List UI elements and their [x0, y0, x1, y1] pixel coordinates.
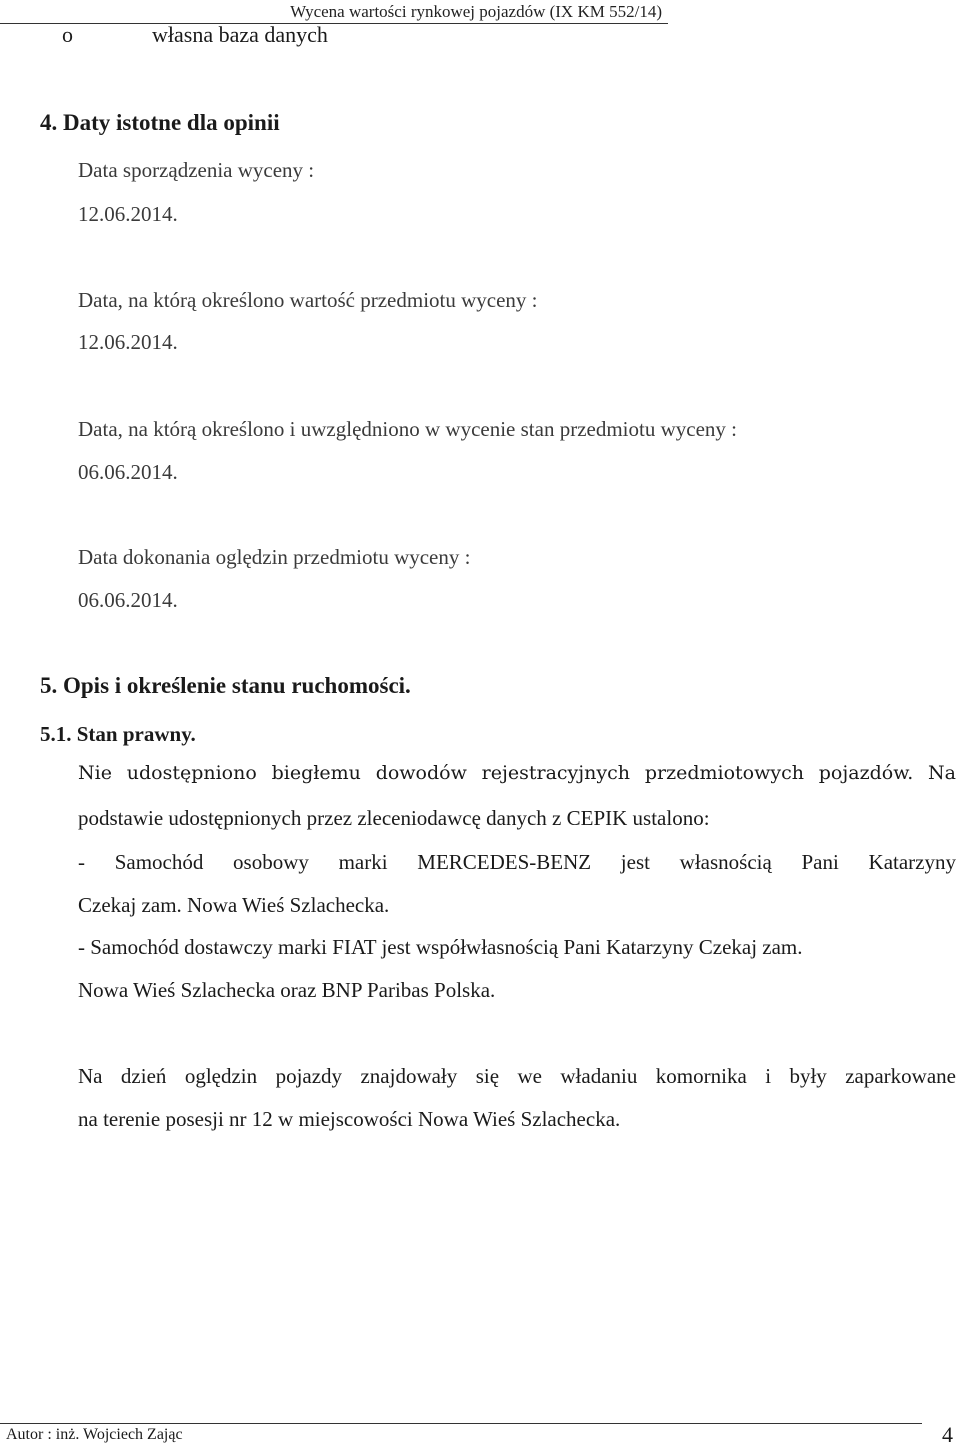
paragraph-line: - Samochód osobowy marki MERCEDES-BENZ jest własnością Pani Katarzyny: [78, 850, 956, 874]
date-value: 06.06.2014.: [78, 588, 178, 612]
section-4-heading: 4. Daty istotne dla opinii: [40, 110, 280, 135]
paragraph-line: - Samochód dostawczy marki FIAT jest współwłasnością Pani Katarzyny Czekaj zam.: [78, 935, 803, 959]
paragraph-line: Czekaj zam. Nowa Wieś Szlachecka.: [78, 893, 390, 917]
footer-author: Autor : inż. Wojciech Zając: [6, 1426, 183, 1443]
section-5-1-heading: 5.1. Stan prawny.: [40, 722, 196, 746]
date-value: 12.06.2014.: [78, 202, 178, 226]
date-value: 06.06.2014.: [78, 460, 178, 484]
header-divider: [0, 23, 668, 24]
date-value: 12.06.2014.: [78, 330, 178, 354]
date-label: Data, na którą określono wartość przedmiotu wyceny :: [78, 288, 538, 312]
paragraph-line: na terenie posesji nr 12 w miejscowości Nowa Wieś Szlachecka.: [78, 1107, 621, 1131]
section-5-heading: 5. Opis i określenie stanu ruchomości.: [40, 673, 411, 698]
bullet-text: własna baza danych: [152, 22, 328, 47]
running-header-title: Wycena wartości rynkowej pojazdów (IX KM 552/14): [290, 2, 662, 21]
footer-divider: [0, 1423, 922, 1424]
paragraph-line: Na dzień oględzin pojazdy znajdowały się we władaniu komornika i były zaparkowane: [78, 1064, 956, 1088]
page-number: 4: [942, 1422, 953, 1447]
date-label: Data dokonania oględzin przedmiotu wyceny :: [78, 545, 471, 569]
date-label: Data, na którą określono i uwzględniono w wycenie stan przedmiotu wyceny :: [78, 417, 737, 441]
bullet-marker: o: [62, 22, 73, 47]
paragraph-line: podstawie udostępnionych przez zleceniodawcę danych z CEPIK ustalono:: [78, 806, 710, 830]
date-label: Data sporządzenia wyceny :: [78, 158, 315, 182]
paragraph-line: Nie udostępniono biegłemu dowodów rejestracyjnych przedmiotowych pojazdów. Na: [78, 762, 956, 784]
paragraph-line: Nowa Wieś Szlachecka oraz BNP Paribas Polska.: [78, 978, 496, 1002]
